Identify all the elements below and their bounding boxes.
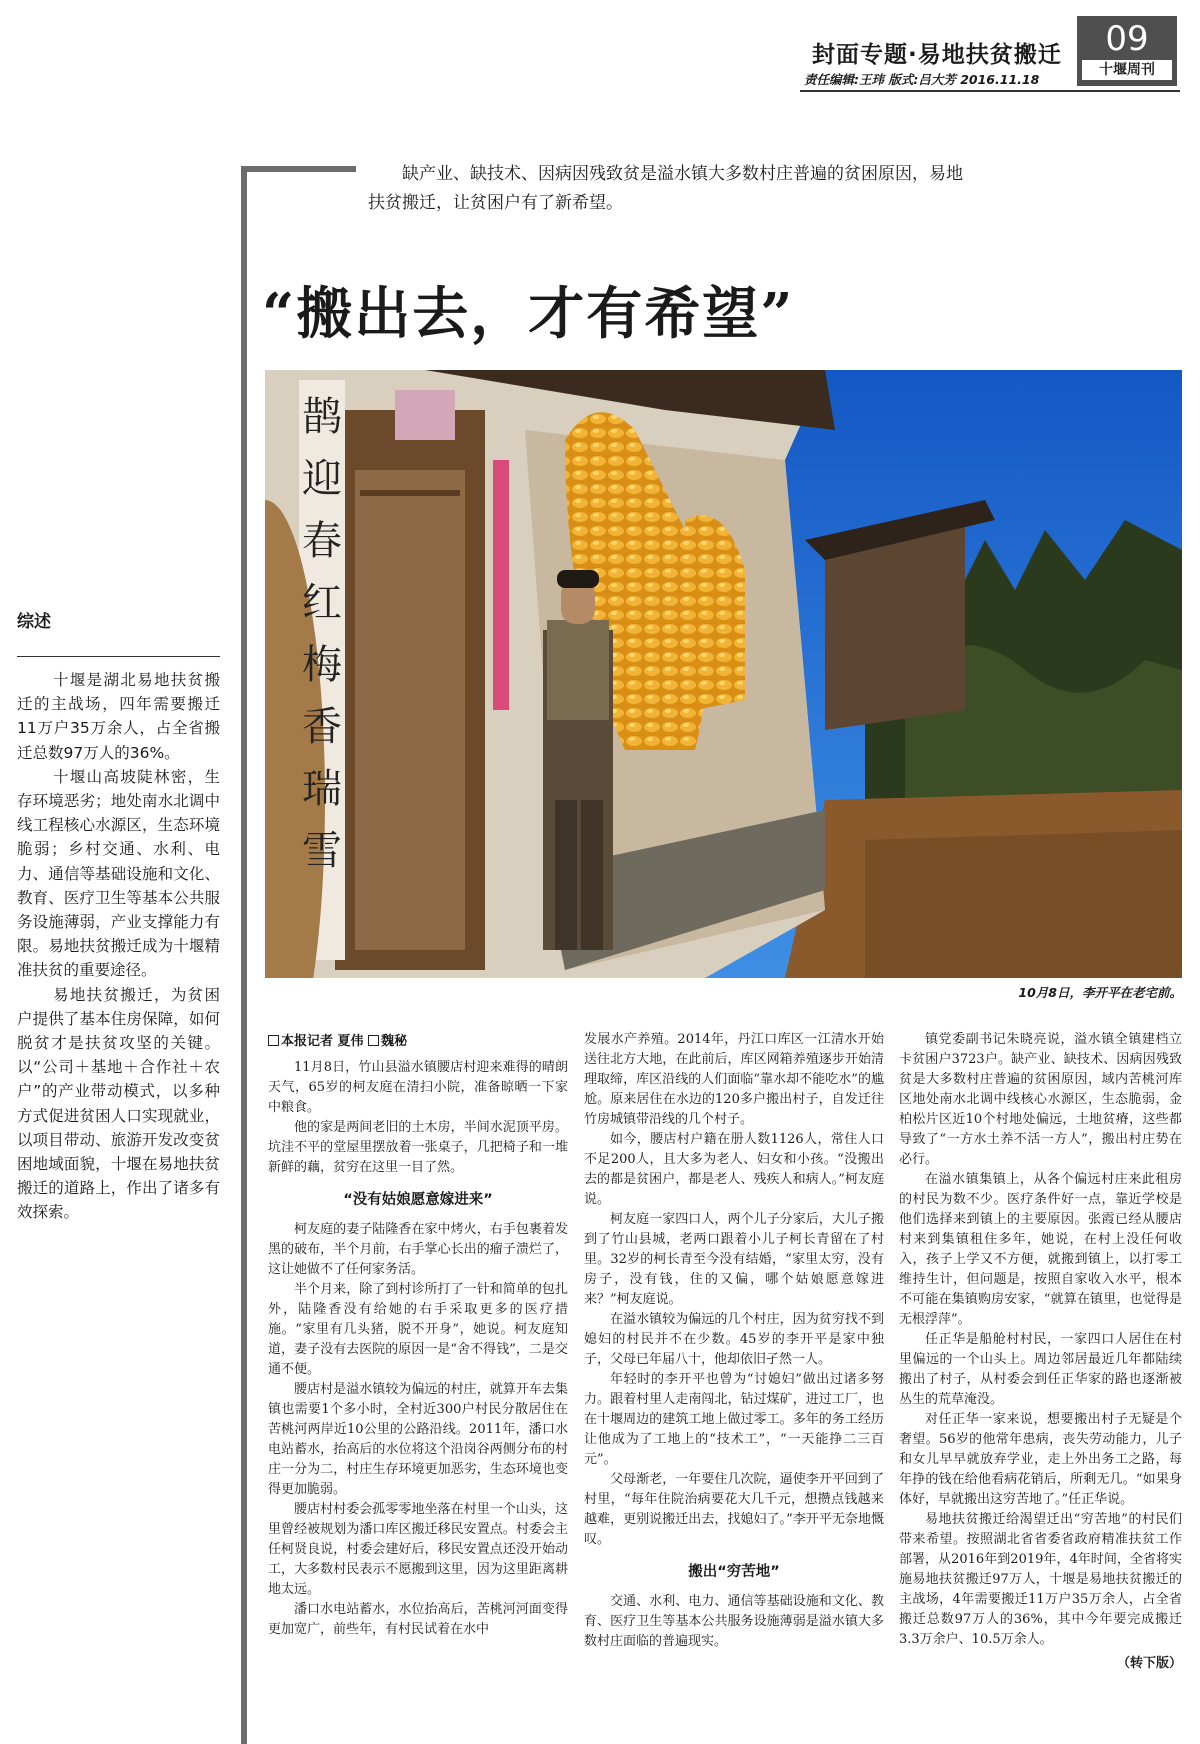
article-paragraph: 年轻时的李开平也曾为“讨媳妇”做出过诸多努力。跟着村里人走南闯北，钻过煤矿，进过工厂，也在十堰周边的建筑工地上做过零工。多年的务工经历让他成为了工地上的“技术工”，“一天能挣二三百元”。: [584, 1372, 884, 1467]
byline-reporter: 夏伟: [337, 1034, 364, 1049]
sidebar-paragraph: 十堰是湖北易地扶贫搬迁的主战场，四年需要搬迁11万户35万余人，占全省搬迁总数97万人的36%。: [17, 671, 220, 762]
page-number-box: [1077, 16, 1177, 86]
byline: [268, 1030, 407, 1049]
article-paragraph: 镇党委副书记朱晓亮说，溢水镇全镇建档立卡贫困户3723户。缺产业、缺技术、因病因残致贫是大多数村庄普遍的贫困原因，域内苦桃河库区地处南水北调中线核心水源区，生态脆弱，金柏松片区近10个村地处偏远，土地贫瘠，这些都导致了“一方水土养不活一方人”，搬出村庄势在必行。: [899, 1032, 1182, 1167]
article-paragraph: 腰店村村委会孤零零地坐落在村里一个山头，这里曾经被规划为潘口库区搬迁移民安置点。村委会主任柯贤良说，村委会建好后，移民安置点还没开始动工，大多数村民表示不愿搬到这里，因为这里距离耕地太远。: [268, 1502, 568, 1597]
publication-name: 十堰周刊: [1082, 60, 1172, 80]
main-photo: [265, 370, 1182, 978]
sidebar-body: [17, 668, 220, 1225]
headline: “搬出去，才有希望”: [262, 281, 795, 347]
page-number: 09: [1105, 19, 1149, 59]
article-paragraph: 腰店村是溢水镇较为偏远的村庄，就算开车去集镇也需要1个多小时，全村近300户村民分散居住在苦桃河两岸近10公里的公路沿线。2011年，潘口水电站蓄水，抬高后的水位将这个沿岗谷两侧分布的村庄一分为二，村庄生存环境更加恶劣，生态环境也变得更加脆弱。: [268, 1382, 568, 1497]
article-paragraph: 易地扶贫搬迁给渴望迁出“穷苦地”的村民们带来希望。按照湖北省省委省政府精准扶贫工作部署，从2016年到2019年，4年时间，全省将实施易地扶贫搬迁97万人，十堰是易地扶贫搬迁的主战场，4年需要搬迁11万户35万余人，占全省搬迁总数97万人的36%，其中今年要完成搬迁3.3万余户、10.5万余人。: [899, 1512, 1182, 1647]
article-paragraph: 对任正华一家来说，想要搬出村子无疑是个奢望。56岁的他常年患病，丧失劳动能力，儿子和女儿早早就放弃学业，走上外出务工之路，每年挣的钱在给他看病花销后，所剩无几。“如果身体好，早就搬出这穷苦地了。”任正华说。: [899, 1412, 1182, 1507]
article-subhead: 搬出“穷苦地”: [688, 1564, 780, 1580]
article-paragraph: 柯友庭的妻子陆隆香在家中烤火，右手包裹着发黑的破布，半个月前，右手掌心长出的瘤子溃烂了，这让她做不了任何家务活。: [268, 1222, 568, 1277]
sidebar-paragraph: 易地扶贫搬迁，为贫困户提供了基本住房保障，如何脱贫才是扶贫攻坚的关键。以“公司＋基地＋合作社＋农户”的产业带动模式，以多种方式促进贫困人口实现就业，以项目带动、旅游开发改变贫困地域面貌，十堰在易地扶贫搬迁的道路上，作出了诸多有效探索。: [17, 985, 220, 1222]
byline-box: [268, 1035, 279, 1046]
article-paragraph: 在溢水镇集镇上，从各个偏远村庄来此租房的村民为数不少。医疗条件好一点，靠近学校是他们选择来到镇上的主要原因。张霞已经从腰店村来到集镇租住多年，她说，在村上没任何收入，孩子上学又不方便，就搬到镇上，以打零工维持生计，但问题是，按照自家收入水平，根本不可能在集镇购房安家，“就算在镇里，也觉得是无根浮萍”。: [899, 1172, 1182, 1327]
article-paragraph: 潘口水电站蓄水，水位抬高后，苦桃河河面变得更加宽广，前些年，有村民试着在水中: [268, 1602, 568, 1637]
article-paragraph: 父母渐老，一年要住几次院，逼使李开平回到了村里，“每年住院治病要花大几千元，想攒点钱越来越难，更别说搬迁出去，找媳妇了。”李开平无奈地慨叹。: [584, 1472, 884, 1547]
article-paragraph: 他的家是两间老旧的土木房，半间水泥顶平房。坑洼不平的堂屋里摆放着一张桌子，几把椅子和一堆新鲜的藕，贫穷在这里一目了然。: [268, 1120, 568, 1175]
article-paragraph: 11月8日，竹山县溢水镇腰店村迎来难得的晴朗天气，65岁的柯友庭在清扫小院，准备晾晒一下家中粮食。: [268, 1060, 568, 1115]
sidebar-rule: [17, 656, 220, 657]
header-rule: [800, 90, 1180, 92]
photo-caption: 10月8日，李开平在老宅前。: [1018, 985, 1182, 1000]
continued-label: （转下版）: [1116, 1656, 1182, 1671]
sidebar-heading: 综述: [17, 612, 51, 632]
editors-line: 责任编辑:王玮 版式:吕大芳 2016.11.18: [804, 72, 1040, 87]
article-column-3: [899, 1030, 1182, 1674]
article-paragraph: 在溢水镇较为偏远的几个村庄，因为贫穷找不到媳妇的村民并不在少数。45岁的李开平是家中独子，父母已年届八十，他却依旧孑然一人。: [584, 1312, 884, 1367]
photo-couplet: 鹊迎春红梅香瑞雪: [302, 394, 342, 874]
article-column-1: [268, 1058, 568, 1738]
byline-box: [368, 1035, 379, 1046]
article-paragraph: 半个月来，除了到村诊所打了一针和简单的包扎外，陆隆香没有给她的右手采取更多的医疗措施。“家里有几头猪，脱不开身”，她说。柯友庭知道，妻子没有去医院的原因一是“舍不得钱”，二是交通不便。: [268, 1282, 568, 1377]
sidebar-paragraph: 十堰山高坡陡林密，生存环境恶劣；地处南水北调中线工程核心水源区，生态环境脆弱；乡村交通、水利、电力、通信等基础设施和文化、教育、医疗卫生等基本公共服务设施薄弱，产业支撑能力有限。易地扶贫搬迁成为十堰精准扶贫的重要途径。: [17, 767, 220, 980]
article-paragraph: 任正华是船舱村村民，一家四口人居住在村里偏远的一个山头上。周边邻居最近几年都陆续搬出了村子，从村委会到任正华家的路也逐渐被丛生的荒草淹没。: [899, 1332, 1182, 1407]
bracket-top: [241, 166, 356, 172]
article-paragraph: 发展水产养殖。2014年，丹江口库区一江清水开始送往北方大地，在此前后，库区网箱养殖逐步开始清理取缔，库区沿线的人们面临“靠水却不能吃水”的尴尬。原来居住在水边的120多户搬出村子，自发迁往竹房城镇带沿线的几个村子。: [584, 1032, 884, 1127]
article-column-2: [584, 1030, 884, 1652]
byline-label: 本报记者: [281, 1034, 334, 1049]
byline-reporter: 魏秘: [381, 1034, 408, 1049]
bracket-left: [241, 166, 247, 1744]
intro-lead: 缺产业、缺技术、因病因残致贫是溢水镇大多数村庄普遍的贫困原因，易地扶贫搬迁，让贫困户有了新希望。: [368, 164, 963, 213]
article-paragraph: 交通、水利、电力、通信等基础设施和文化、教育、医疗卫生等基本公共服务设施薄弱是溢水镇大多数村庄面临的普遍现实。: [584, 1594, 884, 1649]
article-paragraph: 柯友庭一家四口人，两个儿子分家后，大儿子搬到了竹山县城，老两口跟着小儿子柯长青留在了村里。32岁的柯长青至今没有结婚，“家里太穷，没有房子，没有钱，住的又偏，哪个姑娘愿意嫁进来？”柯友庭说。: [584, 1212, 884, 1307]
article-paragraph: 如今，腰店村户籍在册人数1126人，常住人口不足200人，且大多为老人、妇女和小孩。“没搬出去的都是贫困户，都是老人、残疾人和病人。”柯友庭说。: [584, 1132, 884, 1207]
article-subhead: “没有姑娘愿意嫁进来”: [343, 1192, 493, 1208]
section-title: 封面专题·易地扶贫搬迁: [812, 42, 1062, 68]
photo-illustration: [265, 370, 1182, 978]
